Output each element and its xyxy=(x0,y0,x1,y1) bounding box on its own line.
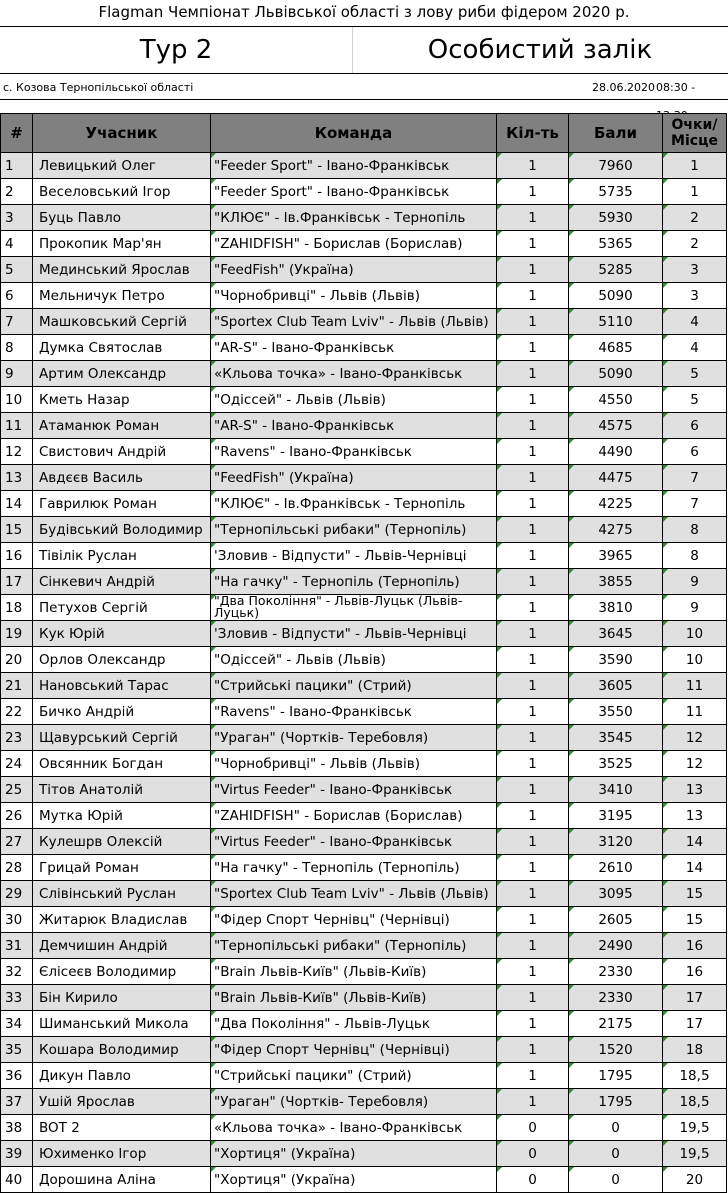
row-number: 24 xyxy=(1,751,33,777)
participant-name: Машковський Сергій xyxy=(33,309,211,335)
place-value: 19,5 xyxy=(663,1141,727,1167)
table-row xyxy=(1,673,727,699)
place-value: 4 xyxy=(663,309,727,335)
catch-count: 1 xyxy=(497,855,569,881)
catch-count: 1 xyxy=(497,673,569,699)
participant-name: Кулешрв Олексій xyxy=(33,829,211,855)
catch-count: 1 xyxy=(497,231,569,257)
row-number: 7 xyxy=(1,309,33,335)
column-header-num: # xyxy=(1,114,33,153)
team-name: 'Зловив - Відпусти" - Львів-Чернівці xyxy=(211,621,497,647)
catch-count: 1 xyxy=(497,595,569,621)
row-number: 38 xyxy=(1,1115,33,1141)
table-row xyxy=(1,595,727,621)
place-value: 17 xyxy=(663,1011,727,1037)
catch-count: 1 xyxy=(497,621,569,647)
table-row xyxy=(1,621,727,647)
row-number: 4 xyxy=(1,231,33,257)
score-value: 1795 xyxy=(569,1089,663,1115)
catch-count: 1 xyxy=(497,1037,569,1063)
score-value: 3590 xyxy=(569,647,663,673)
score-value: 3965 xyxy=(569,543,663,569)
table-row xyxy=(1,699,727,725)
place-value: 15 xyxy=(663,881,727,907)
table-row xyxy=(1,803,727,829)
score-value: 3855 xyxy=(569,569,663,595)
table-row xyxy=(1,777,727,803)
catch-count: 1 xyxy=(497,569,569,595)
participant-name: Авдєєв Василь xyxy=(33,465,211,491)
table-row xyxy=(1,751,727,777)
table-row xyxy=(1,543,727,569)
score-value: 5930 xyxy=(569,205,663,231)
table-body xyxy=(1,153,727,1193)
participant-name: Мединський Ярослав xyxy=(33,257,211,283)
team-name: "FeedFish" (Україна) xyxy=(211,465,497,491)
catch-count: 1 xyxy=(497,179,569,205)
catch-count: 1 xyxy=(497,153,569,179)
score-value: 2330 xyxy=(569,985,663,1011)
row-number: 31 xyxy=(1,933,33,959)
row-number: 32 xyxy=(1,959,33,985)
row-number: 25 xyxy=(1,777,33,803)
participant-name: Мутка Юрій xyxy=(33,803,211,829)
table-row xyxy=(1,1089,727,1115)
table-row xyxy=(1,647,727,673)
score-value: 5090 xyxy=(569,361,663,387)
team-name: "Sportex Club Team Lviv" - Львів (Львів) xyxy=(211,881,497,907)
row-number: 6 xyxy=(1,283,33,309)
row-number: 39 xyxy=(1,1141,33,1167)
row-number: 29 xyxy=(1,881,33,907)
place-value: 1 xyxy=(663,179,727,205)
catch-count: 1 xyxy=(497,439,569,465)
score-value: 4685 xyxy=(569,335,663,361)
participant-name: Петухов Сергій xyxy=(33,595,211,621)
table-row xyxy=(1,517,727,543)
catch-count: 1 xyxy=(497,751,569,777)
table-row xyxy=(1,465,727,491)
participant-name: Бичко Андрій xyxy=(33,699,211,725)
table-row xyxy=(1,335,727,361)
participant-name: Демчишин Андрій xyxy=(33,933,211,959)
score-value: 5735 xyxy=(569,179,663,205)
place-value: 13 xyxy=(663,777,727,803)
table-row xyxy=(1,361,727,387)
participant-name: Артим Олександр xyxy=(33,361,211,387)
participant-name: Прокопик Мар'ян xyxy=(33,231,211,257)
participant-name: Щавурський Сергій xyxy=(33,725,211,751)
team-name: "Feeder Sport" - Івано-Франківськ xyxy=(211,153,497,179)
place-value: 12 xyxy=(663,725,727,751)
place-value: 8 xyxy=(663,517,727,543)
team-name: "Стрийські пацики" (Стрий) xyxy=(211,673,497,699)
table-row xyxy=(1,491,727,517)
place-value: 19,5 xyxy=(663,1115,727,1141)
participant-name: Нановський Тарас xyxy=(33,673,211,699)
row-number: 14 xyxy=(1,491,33,517)
score-value: 4490 xyxy=(569,439,663,465)
participant-name: Атаманюк Роман xyxy=(33,413,211,439)
document-title: Flagman Чемпіонат Львівської області з лову риби фідером 2020 р. xyxy=(98,3,630,21)
catch-count: 1 xyxy=(497,335,569,361)
participant-name: Грицай Роман xyxy=(33,855,211,881)
score-value: 4475 xyxy=(569,465,663,491)
score-value: 2175 xyxy=(569,1011,663,1037)
team-name: "Feeder Sport" - Івано-Франківськ xyxy=(211,179,497,205)
row-number: 37 xyxy=(1,1089,33,1115)
team-name: "Стрийські пацики" (Стрий) xyxy=(211,1063,497,1089)
team-name: "На гачку" - Тернопіль (Тернопіль) xyxy=(211,855,497,881)
team-name: "Ravens" - Івано-Франківськ xyxy=(211,699,497,725)
score-value: 0 xyxy=(569,1167,663,1193)
participant-name: Думка Святослав xyxy=(33,335,211,361)
place-value: 8 xyxy=(663,543,727,569)
score-value: 3525 xyxy=(569,751,663,777)
place-value: 18,5 xyxy=(663,1089,727,1115)
score-value: 3095 xyxy=(569,881,663,907)
team-name: "ZAHIDFISH" - Борислав (Борислав) xyxy=(211,803,497,829)
row-number: 5 xyxy=(1,257,33,283)
participant-name: Тітов Анатолій xyxy=(33,777,211,803)
table-row xyxy=(1,881,727,907)
column-header-participant: Учасник xyxy=(33,114,211,153)
catch-count: 1 xyxy=(497,309,569,335)
score-value: 1795 xyxy=(569,1063,663,1089)
table-row xyxy=(1,1037,727,1063)
place-value: 14 xyxy=(663,855,727,881)
score-value: 4275 xyxy=(569,517,663,543)
catch-count: 1 xyxy=(497,777,569,803)
catch-count: 1 xyxy=(497,257,569,283)
place-value: 2 xyxy=(663,231,727,257)
row-number: 17 xyxy=(1,569,33,595)
participant-name: Ушій Ярослав xyxy=(33,1089,211,1115)
place-value: 18,5 xyxy=(663,1063,727,1089)
score-value: 4225 xyxy=(569,491,663,517)
team-name: 'Зловив - Відпусти" - Львів-Чернівці xyxy=(211,543,497,569)
catch-count: 0 xyxy=(497,1141,569,1167)
column-header-place: Очки/ Місце xyxy=(663,114,727,153)
team-name: "Brain Львів-Київ" (Львів-Київ) xyxy=(211,985,497,1011)
table-row xyxy=(1,985,727,1011)
row-number: 35 xyxy=(1,1037,33,1063)
place-value: 18 xyxy=(663,1037,727,1063)
title-row xyxy=(0,26,728,74)
score-value: 3195 xyxy=(569,803,663,829)
catch-count: 1 xyxy=(497,465,569,491)
participant-name: Будівський Володимир xyxy=(33,517,211,543)
team-name: "Хортиця" (Україна) xyxy=(211,1141,497,1167)
row-number: 19 xyxy=(1,621,33,647)
score-value: 2610 xyxy=(569,855,663,881)
place-value: 1 xyxy=(663,153,727,179)
team-name: "FeedFish" (Україна) xyxy=(211,257,497,283)
catch-count: 1 xyxy=(497,387,569,413)
row-number: 11 xyxy=(1,413,33,439)
place-value: 6 xyxy=(663,413,727,439)
location-label: с. Козова Тернопільської області xyxy=(3,81,194,94)
place-value: 11 xyxy=(663,673,727,699)
row-number: 28 xyxy=(1,855,33,881)
participant-name: Бін Кирило xyxy=(33,985,211,1011)
catch-count: 1 xyxy=(497,725,569,751)
score-value: 2330 xyxy=(569,959,663,985)
participant-name: Слівінський Руслан xyxy=(33,881,211,907)
table-row xyxy=(1,387,727,413)
row-number: 33 xyxy=(1,985,33,1011)
participant-name: Житарюк Владислав xyxy=(33,907,211,933)
row-number: 21 xyxy=(1,673,33,699)
place-value: 5 xyxy=(663,361,727,387)
table-header-row xyxy=(1,114,727,153)
catch-count: 1 xyxy=(497,205,569,231)
place-value: 9 xyxy=(663,595,727,621)
row-number: 36 xyxy=(1,1063,33,1089)
place-value: 9 xyxy=(663,569,727,595)
score-value: 5090 xyxy=(569,283,663,309)
participant-name: Дикун Павло xyxy=(33,1063,211,1089)
score-value: 7960 xyxy=(569,153,663,179)
score-value: 3545 xyxy=(569,725,663,751)
table-row xyxy=(1,569,727,595)
table-row xyxy=(1,283,727,309)
team-name: "Ураган" (Чортків- Теребовля) xyxy=(211,725,497,751)
participant-name: Шиманський Микола xyxy=(33,1011,211,1037)
place-value: 4 xyxy=(663,335,727,361)
catch-count: 1 xyxy=(497,283,569,309)
table-row xyxy=(1,855,727,881)
catch-count: 1 xyxy=(497,413,569,439)
table-row xyxy=(1,1115,727,1141)
participant-name: Веселовський Ігор xyxy=(33,179,211,205)
row-number: 10 xyxy=(1,387,33,413)
row-number: 12 xyxy=(1,439,33,465)
score-value: 3120 xyxy=(569,829,663,855)
score-value: 0 xyxy=(569,1141,663,1167)
round-label: Тур 2 xyxy=(0,27,353,73)
catch-count: 1 xyxy=(497,699,569,725)
score-value: 5110 xyxy=(569,309,663,335)
participant-name: Тівілік Руслан xyxy=(33,543,211,569)
participant-name: Свистович Андрій xyxy=(33,439,211,465)
team-name: "Sportex Club Team Lviv" - Львів (Львів) xyxy=(211,309,497,335)
place-value: 3 xyxy=(663,257,727,283)
team-name: "Чорнобривці" - Львів (Львів) xyxy=(211,283,497,309)
place-value: 2 xyxy=(663,205,727,231)
team-name: "Ураган" (Чортків- Теребовля) xyxy=(211,1089,497,1115)
row-number: 27 xyxy=(1,829,33,855)
score-value: 1520 xyxy=(569,1037,663,1063)
catch-count: 1 xyxy=(497,1011,569,1037)
participant-name: Левицький Олег xyxy=(33,153,211,179)
catch-count: 1 xyxy=(497,647,569,673)
score-value: 3410 xyxy=(569,777,663,803)
table-row xyxy=(1,439,727,465)
row-number: 15 xyxy=(1,517,33,543)
team-name: "Brain Львів-Київ" (Львів-Київ) xyxy=(211,959,497,985)
team-name: "Чорнобривці" - Львів (Львів) xyxy=(211,751,497,777)
participant-name: Буць Павло xyxy=(33,205,211,231)
info-row xyxy=(0,74,728,100)
place-value: 12 xyxy=(663,751,727,777)
catch-count: 1 xyxy=(497,985,569,1011)
team-name: "Virtus Feeder" - Івано-Франківськ xyxy=(211,777,497,803)
team-name: "КЛЮЄ" - Ів.Франківськ - Тернопіль xyxy=(211,205,497,231)
place-value: 10 xyxy=(663,647,727,673)
participant-name: Сінкевич Андрій xyxy=(33,569,211,595)
participant-name: Кук Юрій xyxy=(33,621,211,647)
row-number: 26 xyxy=(1,803,33,829)
team-name: "Тернопільські рибаки" (Тернопіль) xyxy=(211,933,497,959)
catch-count: 1 xyxy=(497,881,569,907)
row-number: 22 xyxy=(1,699,33,725)
place-value: 5 xyxy=(663,387,727,413)
score-value: 0 xyxy=(569,1115,663,1141)
table-row xyxy=(1,907,727,933)
place-value: 16 xyxy=(663,959,727,985)
row-number: 23 xyxy=(1,725,33,751)
table-row xyxy=(1,205,727,231)
place-value: 20 xyxy=(663,1167,727,1193)
score-value: 4550 xyxy=(569,387,663,413)
catch-count: 1 xyxy=(497,517,569,543)
team-name: "AR-S" - Івано-Франківськ xyxy=(211,413,497,439)
participant-name: Мельничук Петро xyxy=(33,283,211,309)
team-name: "Хортиця" (Україна) xyxy=(211,1167,497,1193)
catch-count: 1 xyxy=(497,907,569,933)
row-number: 34 xyxy=(1,1011,33,1037)
classification-label: Особистий залік xyxy=(427,35,653,65)
row-number: 3 xyxy=(1,205,33,231)
score-value: 3550 xyxy=(569,699,663,725)
team-name: "Virtus Feeder" - Івано-Франківськ xyxy=(211,829,497,855)
team-name: "Ravens" - Івано-Франківськ xyxy=(211,439,497,465)
team-name: "На гачку" - Тернопіль (Тернопіль) xyxy=(211,569,497,595)
row-number: 18 xyxy=(1,595,33,621)
catch-count: 1 xyxy=(497,933,569,959)
catch-count: 0 xyxy=(497,1115,569,1141)
place-value: 17 xyxy=(663,985,727,1011)
score-value: 3645 xyxy=(569,621,663,647)
date-label: 28.06.2020 xyxy=(592,81,655,94)
team-name: "Два Покоління" - Львів-Луцьк (Львів-Луцьк) xyxy=(211,595,497,621)
row-number: 20 xyxy=(1,647,33,673)
row-number: 1 xyxy=(1,153,33,179)
catch-count: 1 xyxy=(497,1063,569,1089)
catch-count: 1 xyxy=(497,959,569,985)
score-value: 2605 xyxy=(569,907,663,933)
place-value: 15 xyxy=(663,907,727,933)
participant-name: Орлов Олександр xyxy=(33,647,211,673)
table-row xyxy=(1,933,727,959)
place-value: 13 xyxy=(663,803,727,829)
table-row xyxy=(1,179,727,205)
place-value: 10 xyxy=(663,621,727,647)
table-row xyxy=(1,1167,727,1193)
team-name: "AR-S" - Івано-Франківськ xyxy=(211,335,497,361)
team-name: "КЛЮЄ" - Ів.Франківськ - Тернопіль xyxy=(211,491,497,517)
team-name: «Кльова точка» - Івано-Франківськ xyxy=(211,1115,497,1141)
team-name: "Одіссей" - Львів (Львів) xyxy=(211,647,497,673)
catch-count: 1 xyxy=(497,491,569,517)
participant-name: Гаврилюк Роман xyxy=(33,491,211,517)
score-value: 2490 xyxy=(569,933,663,959)
participant-name: Овсянник Богдан xyxy=(33,751,211,777)
row-number: 13 xyxy=(1,465,33,491)
table-row xyxy=(1,231,727,257)
results-table xyxy=(0,113,727,1193)
catch-count: 1 xyxy=(497,1089,569,1115)
table-row xyxy=(1,1011,727,1037)
row-number: 2 xyxy=(1,179,33,205)
participant-name: Юхименко Ігор xyxy=(33,1141,211,1167)
score-value: 5285 xyxy=(569,257,663,283)
column-header-team: Команда xyxy=(211,114,497,153)
team-name: "Одіссей" - Львів (Львів) xyxy=(211,387,497,413)
participant-name: BOT 2 xyxy=(33,1115,211,1141)
score-value: 5365 xyxy=(569,231,663,257)
team-name: "Тернопільські рибаки" (Тернопіль) xyxy=(211,517,497,543)
place-value: 6 xyxy=(663,439,727,465)
catch-count: 1 xyxy=(497,361,569,387)
team-name: "Фідер Спорт Чернівц" (Чернівці) xyxy=(211,1037,497,1063)
table-row xyxy=(1,413,727,439)
catch-count: 1 xyxy=(497,543,569,569)
participant-name: Дорошина Аліна xyxy=(33,1167,211,1193)
score-value: 3605 xyxy=(569,673,663,699)
column-header-score: Бали xyxy=(569,114,663,153)
table-row xyxy=(1,257,727,283)
table-row xyxy=(1,1141,727,1167)
catch-count: 1 xyxy=(497,803,569,829)
team-name: "ZAHIDFISH" - Борислав (Борислав) xyxy=(211,231,497,257)
row-number: 9 xyxy=(1,361,33,387)
team-name: "Фідер Спорт Чернівц" (Чернівці) xyxy=(211,907,497,933)
score-value: 3810 xyxy=(569,595,663,621)
catch-count: 0 xyxy=(497,1167,569,1193)
place-value: 16 xyxy=(663,933,727,959)
catch-count: 1 xyxy=(497,829,569,855)
row-number: 40 xyxy=(1,1167,33,1193)
participant-name: Єлісеєв Володимир xyxy=(33,959,211,985)
row-number: 8 xyxy=(1,335,33,361)
place-value: 7 xyxy=(663,465,727,491)
participant-name: Кошара Володимир xyxy=(33,1037,211,1063)
score-value: 4575 xyxy=(569,413,663,439)
place-value: 11 xyxy=(663,699,727,725)
row-number: 16 xyxy=(1,543,33,569)
team-name: "Два Покоління" - Львів-Луцьк xyxy=(211,1011,497,1037)
table-row xyxy=(1,153,727,179)
time-label: 08:30 - xyxy=(656,81,696,94)
table-row xyxy=(1,829,727,855)
place-value: 7 xyxy=(663,491,727,517)
row-number: 30 xyxy=(1,907,33,933)
place-value: 3 xyxy=(663,283,727,309)
column-header-count: Кіл-ть xyxy=(497,114,569,153)
table-row xyxy=(1,959,727,985)
team-name: «Кльова точка» - Івано-Франківськ xyxy=(211,361,497,387)
table-row xyxy=(1,1063,727,1089)
table-row xyxy=(1,309,727,335)
place-value: 14 xyxy=(663,829,727,855)
participant-name: Кметь Назар xyxy=(33,387,211,413)
table-row xyxy=(1,725,727,751)
